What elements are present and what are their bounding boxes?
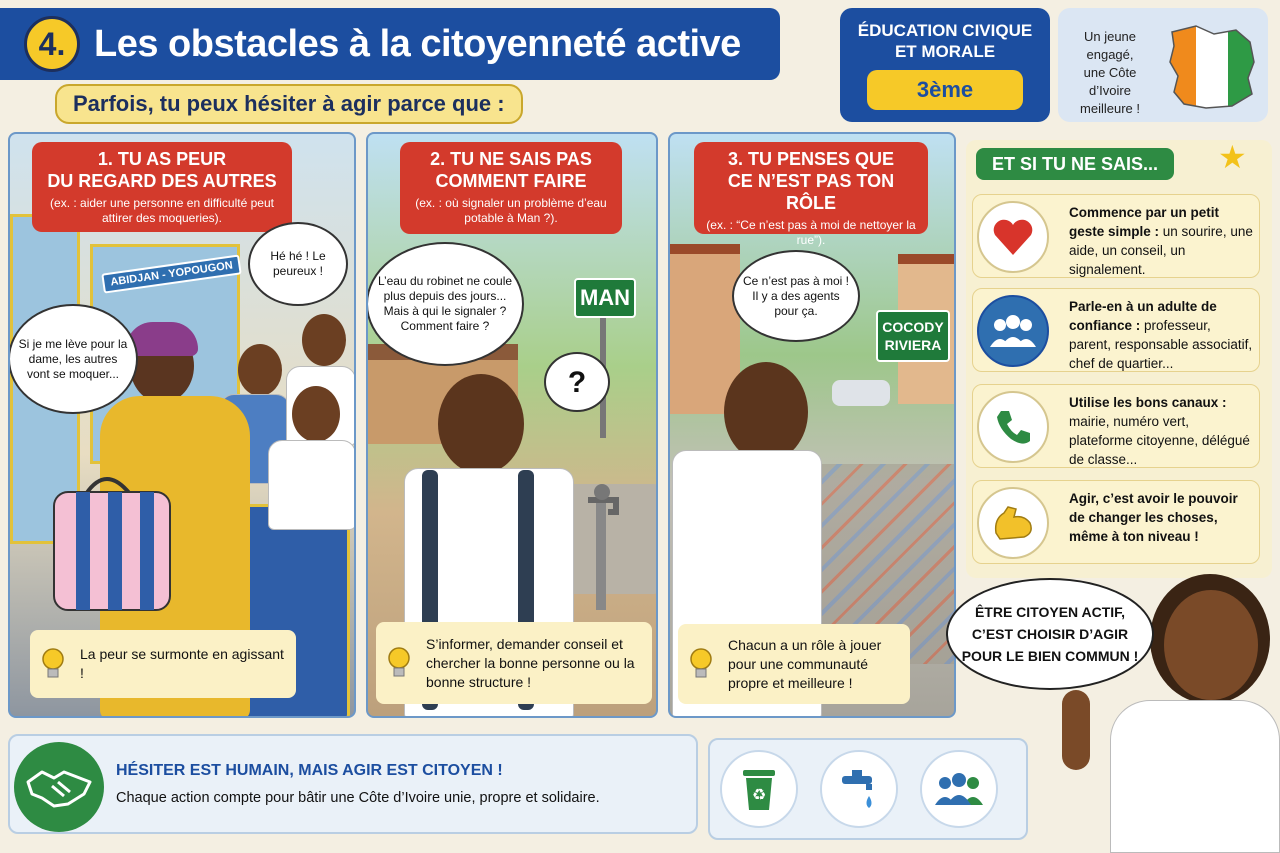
motto-line: une Côte	[1083, 65, 1137, 80]
handshake-icon	[14, 742, 104, 832]
sign-line1: COCODY	[882, 319, 944, 335]
title-bar	[0, 8, 780, 80]
motto-line: meilleure !	[1080, 101, 1140, 116]
muscle-icon	[977, 487, 1049, 559]
tip-box	[376, 622, 652, 704]
conclusion-box	[8, 734, 698, 834]
course-badge	[840, 8, 1050, 122]
motto-line: engagé,	[1086, 47, 1134, 62]
car	[832, 380, 890, 406]
panel-dont-know	[366, 132, 658, 718]
city-sign: MAN	[574, 278, 636, 318]
people-icon	[977, 295, 1049, 367]
final-bubble-line: ÊTRE CITOYEN ACTIF,	[974, 604, 1126, 620]
passenger-body	[268, 440, 356, 530]
location-sign: ABIDJAN - YOPOUGON	[101, 254, 242, 293]
page-title: Les obstacles à la citoyenneté active	[94, 22, 741, 65]
tip-item	[972, 480, 1260, 564]
conclusion-text: Chaque action compte pour bâtir une Côte d’Ivoire unie, propre et solidaire.	[116, 790, 600, 806]
passenger-head	[292, 386, 340, 442]
panel-heading-line2: COMMENT FAIRE	[435, 171, 587, 191]
panel-heading	[400, 142, 622, 234]
tip-text: S’informer, demander conseil et chercher la bonne personne ou la bonne structure !	[426, 635, 635, 690]
icons-box	[708, 738, 1028, 840]
tip-text: Chacun a un rôle à jouer pour une communauté propre et meilleure !	[728, 636, 882, 691]
girl-face	[1164, 590, 1258, 700]
tips-heading: ET SI TU NE SAIS...	[976, 148, 1174, 180]
tip-item-detail: un sourire, une aide, un conseil, un signalement.	[1069, 224, 1253, 277]
panel-heading-line2: CE N’EST PAS TON RÔLE	[727, 171, 895, 213]
course-title	[858, 20, 1032, 62]
conclusion-title: HÉSITER EST HUMAIN, MAIS AGIR EST CITOYEN !	[116, 762, 503, 779]
panel-heading	[32, 142, 292, 232]
tip-item-bold: Commence par un petit geste simple :	[1069, 205, 1220, 239]
tip-box	[678, 624, 910, 704]
tip-item	[972, 194, 1260, 278]
district-sign	[876, 310, 950, 362]
motto-text	[1070, 28, 1150, 118]
panel-heading-line2: DU REGARD DES AUTRES	[47, 171, 277, 191]
star-icon: ★	[1218, 139, 1247, 175]
passenger-head	[238, 344, 282, 396]
speech-bubble: Ce n’est pas à moi ! Il y a des agents pour ça.	[732, 250, 860, 342]
tip-item-text	[1069, 489, 1255, 546]
tip-item-detail: professeur, parent, responsable associatif, chef de quartier...	[1069, 318, 1253, 371]
panel-heading	[694, 142, 928, 247]
recycle-bin-icon	[720, 750, 798, 828]
tip-item-text	[1069, 393, 1255, 469]
subtitle: Parfois, tu peux hésiter à agir parce que :	[55, 84, 523, 124]
tip-item-detail: mairie, numéro vert, plateforme citoyenne, délégué de classe...	[1069, 414, 1250, 467]
tip-item-bold: Parle-en à un adulte de confiance :	[1069, 299, 1217, 333]
heart-icon	[977, 201, 1049, 273]
tip-item-bold: Utilise les bons canaux :	[1069, 395, 1227, 410]
section-number: 4.	[24, 16, 80, 72]
tip-item	[972, 288, 1260, 372]
motto-line: d’Ivoire	[1089, 83, 1131, 98]
panel-example: (ex. : aider une personne en difficulté peut attirer des moqueries).	[50, 196, 274, 225]
level-badge: 3ème	[867, 70, 1023, 110]
lightbulb-icon	[688, 647, 714, 681]
svg-text:♻: ♻	[751, 785, 767, 804]
speech-bubble: L’eau du robinet ne coule plus depuis des jours... Mais à qui le signaler ? Comment faire ?	[366, 242, 524, 366]
phone-icon	[977, 391, 1049, 463]
tip-text: La peur se surmonte en agissant !	[80, 646, 284, 681]
ivory-coast-map-icon	[1162, 22, 1262, 112]
speech-bubble: Si je me lève pour la dame, les autres vont se moquer...	[8, 304, 138, 414]
boy-head	[438, 374, 524, 474]
water-tap-drop-icon	[820, 750, 898, 828]
motto-line: Un jeune	[1083, 29, 1137, 44]
panel-heading-line1: 1. TU AS PEUR	[97, 149, 227, 169]
tip-item-text	[1069, 203, 1255, 279]
final-bubble-line: POUR LE BIEN COMMUN !	[961, 648, 1139, 664]
girl-pointing-hand	[1062, 690, 1090, 770]
panel-example: (ex. : où signaler un problème d’eau potable à Man ?).	[415, 196, 607, 225]
panel-heading-line1: 2. TU NE SAIS PAS	[430, 149, 592, 169]
tip-item	[972, 384, 1260, 468]
speech-bubble: Hé hé ! Le peureux !	[248, 222, 348, 306]
panel-heading-line1: 3. TU PENSES QUE	[727, 149, 895, 169]
tip-item-bold: Agir, c’est avoir le pouvoir de changer les choses, même à ton niveau !	[1069, 491, 1238, 544]
motto-box	[1058, 8, 1268, 122]
striped-bag-icon	[46, 464, 176, 614]
panel-not-my-role	[668, 132, 956, 718]
passenger-head	[302, 314, 346, 366]
course-title-line2: ET MORALE	[894, 42, 996, 61]
question-bubble: ?	[544, 352, 610, 412]
tip-box	[30, 630, 296, 698]
final-bubble-line: C’EST CHOISIR D’AGIR	[971, 626, 1129, 642]
girl-shirt	[1110, 700, 1280, 853]
sign-line2: RIVIERA	[884, 337, 942, 353]
tip-item-text	[1069, 297, 1255, 373]
lightbulb-icon	[386, 646, 412, 680]
panel-example: (ex. : “Ce n’est pas à moi de nettoyer la rue”).	[706, 218, 916, 247]
course-title-line1: ÉDUCATION CIVIQUE	[857, 21, 1033, 40]
final-speech-bubble	[946, 578, 1154, 690]
community-icon	[920, 750, 998, 828]
panel-fear	[8, 132, 356, 718]
boy-head	[724, 362, 808, 462]
lightbulb-icon	[40, 647, 66, 681]
water-tap-icon	[582, 470, 622, 610]
